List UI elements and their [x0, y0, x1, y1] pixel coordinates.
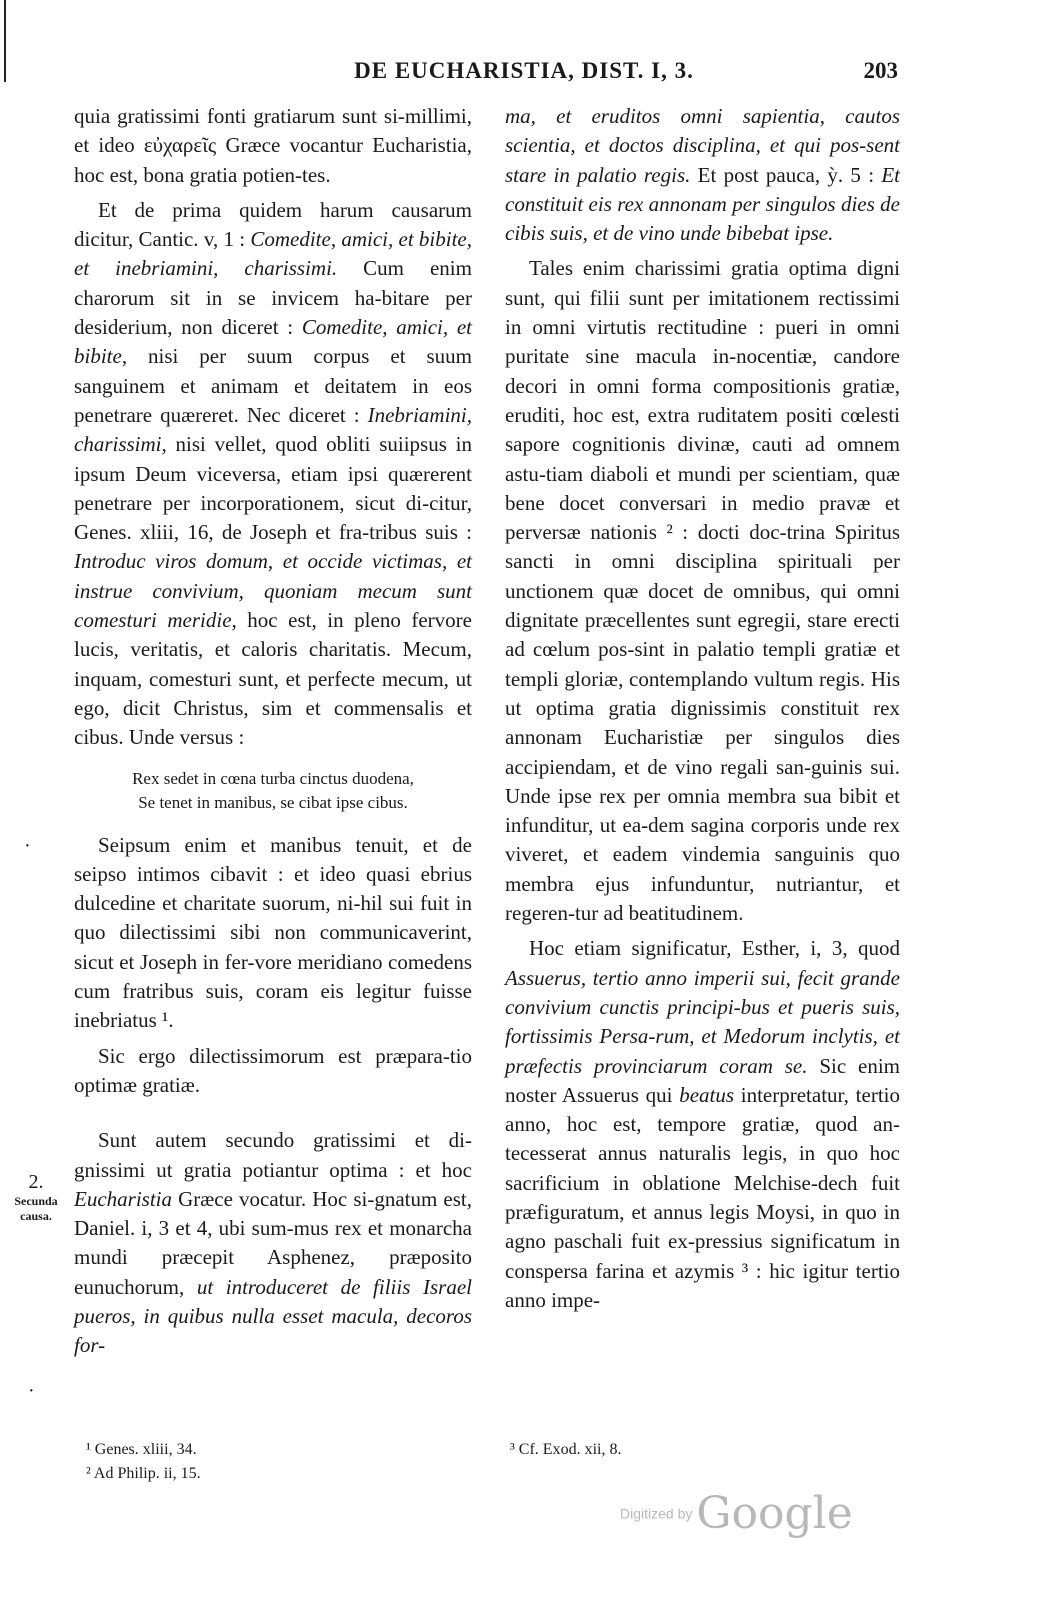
right-column	[505, 102, 900, 1315]
paragraph: Sunt autem secundo gratissimi et di-gnissimi ut gratia potiantur optima : et hoc Eucharistia Græce vocatur. Hoc si-gnatum est, Daniel. i, 3 et 4, ubi sum-mus rex et monarcha mundi præcepit Asphenez, præposito eunuchorum, ut introduceret de filiis Israel pueros, in quibus nulla esset macula, decoros for-	[74, 1128, 472, 1358]
verse-line: Se tenet in manibus, se cibat ipse cibus.	[138, 792, 408, 812]
margin-note	[6, 1171, 66, 1224]
stray-dot: ·	[24, 835, 31, 857]
paragraph: Tales enim charissimi gratia optima digni sunt, qui filii sunt per imitationem rectissimi in omni virtutis rectitudine : pueri in omni puritate sine macula in-nocentiæ, candore decori in omni forma compositionis gratiæ, eruditi, hoc est, extra ruditatem positi cœlesti sapore cognitionis divinæ, cauti ad omnem astu-tiam diaboli et mundi per scientiam, quæ bene docet conversari in medio pravæ et perversæ nationis ² : docti doc-trina Spiritus sancti in omni disciplina spirituali per unctionem quæ docet de omnibus, qui omni dignitate præcellentes sunt egregii, stare erecti ad cœlum pos-sint in palatio templi gratiæ et templi gloriæ, contemplando vultum regis. His ut optima gratia dignissimis constituit rex annonam Eucharistiæ per singulos dies accipiendam, et de vino regali san-guinis sui. Unde ipse rex per omnia membra sua bibit et infunditur, ut ea-dem sagina corporis unde rex viveret, et eadem vindemia sanguinis quo membra ejus infunduntur, nutriantur, et regeren-tur ad beatitudinem.	[505, 256, 900, 926]
left-column	[74, 102, 472, 1361]
footnote: ² Ad Philip. ii, 15.	[86, 1465, 201, 1482]
page-number: 203	[863, 58, 898, 83]
paragraph: Et de prima quidem harum causarum dicitur, Cantic. v, 1 : Comedite, amici, et bibite, et inebriamini, charissimi. Cum enim charorum sit in se invicem ha-bitare per desiderium, non diceret : Comedite, amici, et bibite, nisi per suum corpus et suum sanguinem et animam et deitatem in eos penetrare quæreret. Nec diceret : Inebriamini, charissimi, nisi vellet, quod obliti suiipsus in ipsum Deum viceversa, etiam ipsi quærerent penetrare per incorporationem, sicut di-citur, Genes. xliii, 16, de Joseph et fra-tribus suis : Introduc viros domum, et occide victimas, et instrue convivium, quoniam mecum sunt comesturi meridie, hoc est, in pleno fervore lucis, veritatis, et caloris charitatis. Mecum, inquam, comesturi sunt, et perfecte mecum, ut ego, dicit Christus, sim et commensalis et cibus. Unde versus :	[74, 197, 473, 750]
verse-quote	[74, 767, 472, 815]
running-title: DE EUCHARISTIA, DIST. I, 3.	[354, 58, 694, 83]
watermark-prefix: Digitized by	[620, 1505, 693, 1522]
paragraph: Hoc etiam significatur, Esther, i, 3, quod Assuerus, tertio anno imperii sui, fecit grande convivium cunctis principi-bus et pueris suis, fortissimis Persa-rum, et Medorum inclytis, et præfectis provinciarum coram se. Sic enim noster Assuerus qui beatus interpretatur, tertio anno, hoc est, tempore gratiæ, quod an-tecesserat annus naturalis legis, in quo hoc sacrificium in oblatione Melchise-dech fuit præfiguratum, et annus legis Moysi, in quo in agno paschali fuit ex-pressius significatum in conspersa farina et azymis ³ : hic igitur tertio anno impe-	[505, 936, 900, 1312]
margin-note-line: Secunda	[14, 1194, 58, 1208]
verse-line: Rex sedet in cœna turba cinctus duodena,	[132, 768, 414, 788]
footnote: ¹ Genes. xliii, 34.	[86, 1441, 197, 1458]
section-number: 2.	[28, 1171, 44, 1193]
footnote: ³ Cf. Exod. xii, 8.	[510, 1441, 622, 1458]
digitized-watermark	[620, 1488, 853, 1539]
paragraph: Seipsum enim et manibus tenuit, et de seipso intimos cibavit : et ideo quasi ebrius dulcedine et charitate suorum, ni-hil sui fuit in quo dilectissimi sibi non communicaverint, sicut et Joseph in fer-vore meridiano comedens cum fratribus suis, coram eis legitur fuisse inebriatus ¹.	[74, 832, 472, 1033]
stray-dot: ·	[28, 1380, 35, 1402]
running-header	[0, 58, 1048, 92]
margin-note-line: causa.	[20, 1209, 52, 1223]
footnotes-left	[86, 1438, 201, 1486]
google-logo: Google	[696, 1488, 853, 1539]
paragraph: quia gratissimi fonti gratiarum sunt si-millimi, et ideo εὐχαρεῖς Græce vocantur Eucharistia, hoc est, bona gratia potien-tes.	[74, 104, 472, 187]
footnotes-right	[510, 1438, 621, 1462]
paragraph: ma, et eruditos omni sapientia, cautos scientia, et doctos disciplina, et qui pos-sent stare in palatio regis. Et post pauca, ỳ. 5 : Et constituit eis rex annonam per singulos dies de cibis suis, et de vino unde bibebat ipse.	[505, 104, 901, 246]
paragraph: Sic ergo dilectissimorum est præpara-tio optimæ gratiæ.	[74, 1043, 472, 1097]
